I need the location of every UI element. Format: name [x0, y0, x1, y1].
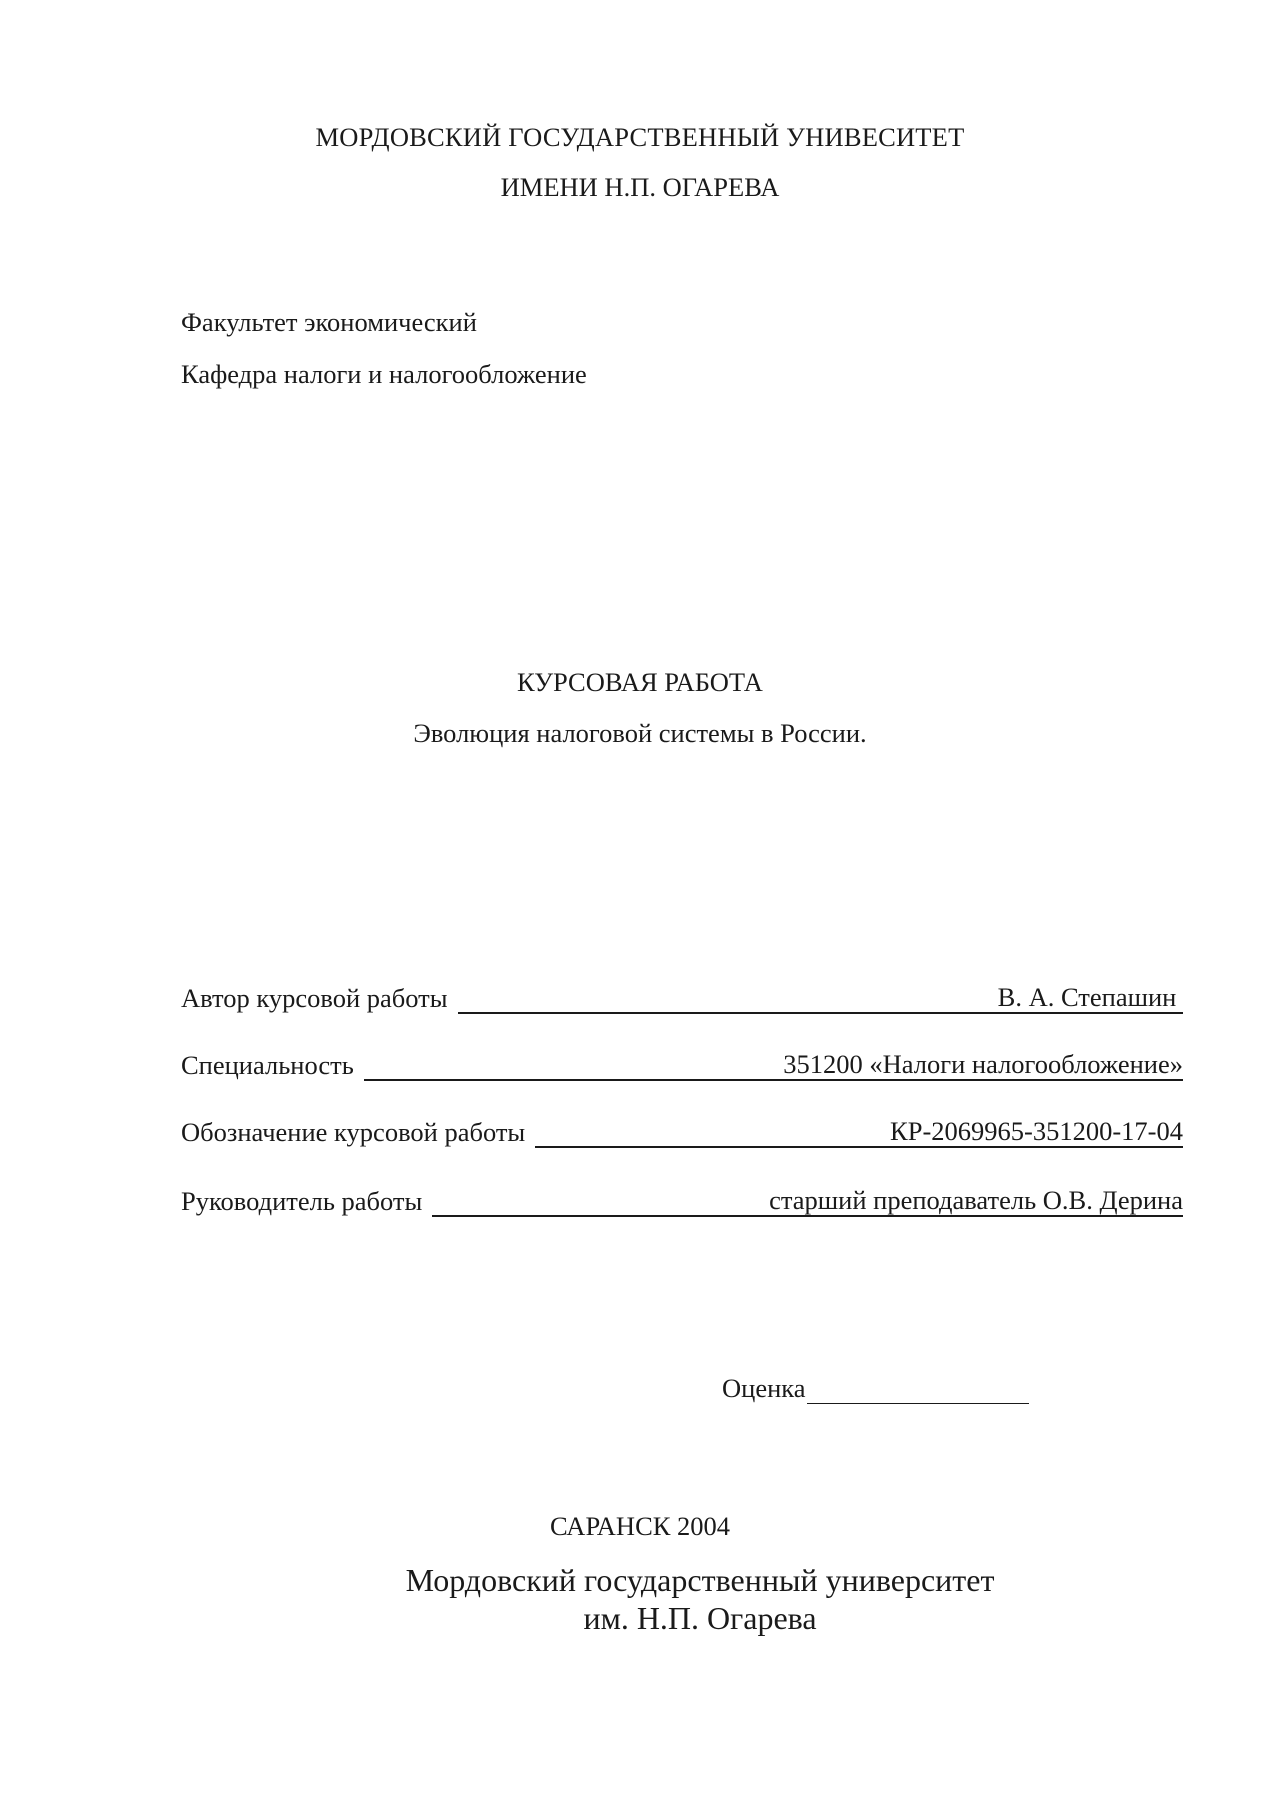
grade-blank — [807, 1377, 1029, 1404]
author-value: В. А. Степашин — [458, 982, 1183, 1014]
specialty-value: 351200 «Налоги налогообложение» — [364, 1049, 1183, 1081]
supervisor-label: Руководитель работы — [181, 1186, 423, 1216]
designation-value: КР-2069965-351200-17-04 — [535, 1116, 1183, 1148]
supervisor-row — [181, 1185, 1183, 1217]
footer-university-line2: им. Н.П. Огарева — [583, 1600, 817, 1636]
specialty-label: Специальность — [181, 1050, 354, 1080]
work-type: КУРСОВАЯ РАБОТА — [517, 667, 763, 697]
author-row — [181, 982, 1183, 1014]
supervisor-value: старший преподаватель О.В. Дерина — [432, 1185, 1183, 1217]
footer-university-line1: Мордовский государственный университет — [405, 1562, 995, 1598]
faculty-line: Факультет экономический — [181, 307, 477, 337]
university-name-line1: МОРДОВСКИЙ ГОСУДАРСТВЕННЫЙ УНИВЕСИТЕТ — [315, 122, 965, 152]
designation-label: Обозначение курсовой работы — [181, 1117, 526, 1147]
specialty-row — [181, 1049, 1183, 1081]
designation-row — [181, 1116, 1183, 1148]
grade-row — [722, 1372, 1029, 1404]
city-year: САРАНСК 2004 — [549, 1511, 731, 1541]
author-label: Автор курсовой работы — [181, 983, 448, 1013]
grade-label: Оценка — [722, 1373, 806, 1403]
work-title: Эволюция налоговой системы в России. — [413, 718, 867, 748]
chair-line: Кафедра налоги и налогообложение — [181, 359, 587, 389]
university-name-line2: ИМЕНИ Н.П. ОГАРЕВА — [500, 172, 780, 202]
